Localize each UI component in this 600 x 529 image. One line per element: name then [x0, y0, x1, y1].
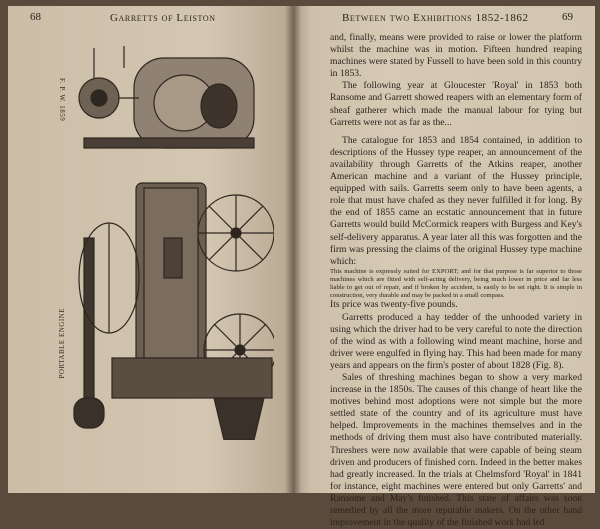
paragraph: The following year at Gloucester 'Royal' in 1853 both Ransome and Garrett showed reapers with an elementary form of sheaf gatherer which made the manual labour for tying but Garretts were not as far as the...	[330, 80, 582, 128]
paragraph: and, finally, means were provided to raise or lower the platform whilst the machine was in motion. Fifteen hundred reaping machines were stated by Fussell to have been sold in this country in 1853.	[330, 32, 582, 80]
right-running-head: Between two Exhibitions 1852-1862	[342, 12, 529, 24]
figure-side-caption: PORTABLE ENGINE	[58, 308, 66, 379]
advertisement-quote: This machine is expressly suited for EXPORT; and for that purpose is far superior to those machines which are fitted with self-acting delivery, being much lower in price and far less liable to get out of repair, and if broken by accident, is easily to be set right. It is simple in construction, very durable and may be packed in a small compass.	[330, 267, 582, 299]
paragraph: Garretts produced a hay tedder of the unhooded variety in using which the driver had to be very careful to note the direction of the wind as with a following wind meant machine, horse and driver were engulfed in flying hay. This had been made for many years and appears on the firm's poster of about 1828 (Fig. 8).	[330, 311, 582, 371]
portable-engine-engraving	[64, 38, 274, 440]
paragraph: Sales of threshing machines began to show a very marked increase in the 1850s. The causes of this change of heart like the motives behind most adoptions were not simple but the more settled state of the country and of its agriculture must have helped. Improvements in the machines themselves and in the methods of driving them must also have contributed materially. Threshers were now available that were capable of being steam driven and producers of finished corn. Indeed in the better makes had greatly increased. In the trials at Chelmsford 'Royal' in 1841 for instance, eight machines were entered but only Garretts' and Ransome and May's finished. This state of affairs was soon remedied by all the more reputable makers. On the other hand improvement in the quality of the finished work had led	[330, 371, 582, 529]
left-page-number: 68	[30, 11, 41, 23]
figure-top-caption: F. P. W. 1859	[58, 78, 66, 122]
book-gutter	[285, 6, 301, 493]
right-page-number: 69	[562, 11, 573, 23]
paragraph: The catalogue for 1853 and 1854 contained, in addition to descriptions of the Hussey type reaper, an announcement of the availability through Garretts of the Atkins reaper, another American machine and a variant of the Hussey principle, equipped with sails. Garretts seem only to have been agents, a role that must have chafed as they never fulfilled it for long. By the end of 1855 came an ecstatic announcement that in future Garretts would build McCormick reapers with Burgess and Key's self-delivery apparatus. A year later all this was forgotten and the firm was pressing the claims of the original Hussey type machine which:	[330, 134, 582, 267]
paragraph: Its price was twenty-five pounds.	[330, 299, 458, 311]
engine-illustration	[58, 38, 274, 440]
left-running-head: Garretts of Leiston	[110, 12, 216, 24]
right-page-body	[330, 32, 582, 529]
